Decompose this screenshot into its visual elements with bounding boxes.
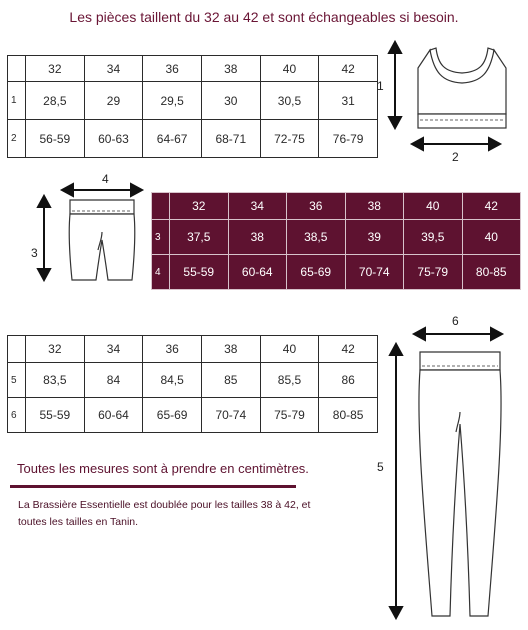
table-cell: 75-79 — [404, 255, 463, 290]
row-label: 2 — [8, 120, 26, 158]
size-header: 42 — [319, 336, 378, 363]
size-header: 34 — [84, 336, 143, 363]
size-header: 38 — [345, 193, 404, 220]
table-cell: 30 — [201, 82, 260, 120]
table-cell: 60-63 — [84, 120, 143, 158]
table-cell: 70-74 — [201, 398, 260, 433]
size-header: 32 — [170, 193, 229, 220]
size-header: 34 — [84, 56, 143, 82]
measurement-note: Toutes les mesures sont à prendre en centimètres. — [17, 461, 309, 476]
measure-label-6: 6 — [452, 314, 459, 328]
table-cell: 38 — [228, 220, 287, 255]
size-header: 40 — [404, 193, 463, 220]
length-arrow-icon — [390, 344, 402, 618]
table-cell: 40 — [462, 220, 521, 255]
size-header: 42 — [319, 56, 378, 82]
table-row — [8, 82, 378, 120]
table-row — [8, 363, 378, 398]
size-table-leggings — [7, 335, 378, 433]
table-cell: 64-67 — [143, 120, 202, 158]
table-cell: 68-71 — [201, 120, 260, 158]
height-arrow-icon — [38, 196, 50, 280]
table-cell: 38,5 — [287, 220, 346, 255]
size-header: 36 — [143, 56, 202, 82]
measure-label-1: 1 — [377, 79, 384, 93]
size-header: 38 — [201, 56, 260, 82]
table-header-row — [8, 336, 378, 363]
table-cell: 56-59 — [26, 120, 85, 158]
size-header: 40 — [260, 336, 319, 363]
row-label: 6 — [8, 398, 26, 433]
width-arrow-icon — [412, 138, 500, 150]
size-header: 36 — [143, 336, 202, 363]
table-cell: 39,5 — [404, 220, 463, 255]
size-header: 38 — [201, 336, 260, 363]
divider — [10, 485, 296, 488]
table-cell: 83,5 — [26, 363, 85, 398]
table-cell: 60-64 — [228, 255, 287, 290]
table-cell: 76-79 — [319, 120, 378, 158]
row-label: 5 — [8, 363, 26, 398]
lining-note: La Brassière Essentielle est doublée pour les tailles 38 à 42, et toutes les tailles en Tanin. — [18, 499, 311, 528]
page-title: Les pièces taillent du 32 au 42 et sont échangeables si besoin. — [69, 9, 459, 25]
table-cell: 65-69 — [287, 255, 346, 290]
row-label: 1 — [8, 82, 26, 120]
table-cell: 85 — [201, 363, 260, 398]
measure-label-5: 5 — [377, 460, 384, 474]
table-cell: 75-79 — [260, 398, 319, 433]
table-cell: 60-64 — [84, 398, 143, 433]
table-cell: 84 — [84, 363, 143, 398]
shorts-icon — [69, 200, 135, 280]
table-cell: 65-69 — [143, 398, 202, 433]
table-cell: 70-74 — [345, 255, 404, 290]
table-row — [8, 398, 378, 433]
size-header: 32 — [26, 336, 85, 363]
table-cell: 84,5 — [143, 363, 202, 398]
measure-label-3: 3 — [31, 246, 38, 260]
measure-label-4: 4 — [102, 172, 109, 186]
table-row — [8, 120, 378, 158]
size-table-shorts — [151, 192, 521, 290]
table-cell: 86 — [319, 363, 378, 398]
size-header: 34 — [228, 193, 287, 220]
height-arrow-icon — [389, 42, 401, 128]
shorts-illustration — [30, 180, 150, 285]
table-cell: 28,5 — [26, 82, 85, 120]
leggings-icon — [419, 352, 501, 616]
table-cell: 39 — [345, 220, 404, 255]
table-cell: 72-75 — [260, 120, 319, 158]
table-header-row — [152, 193, 521, 220]
row-label: 4 — [152, 255, 170, 290]
bra-illustration — [380, 40, 526, 160]
table-cell: 31 — [319, 82, 378, 120]
width-arrow-icon — [414, 328, 502, 340]
leggings-illustration — [380, 314, 510, 624]
table-cell: 30,5 — [260, 82, 319, 120]
table-cell: 55-59 — [170, 255, 229, 290]
table-header-row — [8, 56, 378, 82]
table-cell: 55-59 — [26, 398, 85, 433]
table-cell: 85,5 — [260, 363, 319, 398]
bra-icon — [418, 48, 506, 128]
table-row — [152, 255, 521, 290]
table-row — [152, 220, 521, 255]
table-cell: 29,5 — [143, 82, 202, 120]
table-cell: 29 — [84, 82, 143, 120]
measure-label-2: 2 — [452, 150, 459, 164]
size-header: 36 — [287, 193, 346, 220]
table-cell: 37,5 — [170, 220, 229, 255]
table-cell: 80-85 — [462, 255, 521, 290]
size-header: 40 — [260, 56, 319, 82]
size-table-bra — [7, 55, 378, 158]
row-label: 3 — [152, 220, 170, 255]
size-header: 42 — [462, 193, 521, 220]
size-header: 32 — [26, 56, 85, 82]
table-cell: 80-85 — [319, 398, 378, 433]
